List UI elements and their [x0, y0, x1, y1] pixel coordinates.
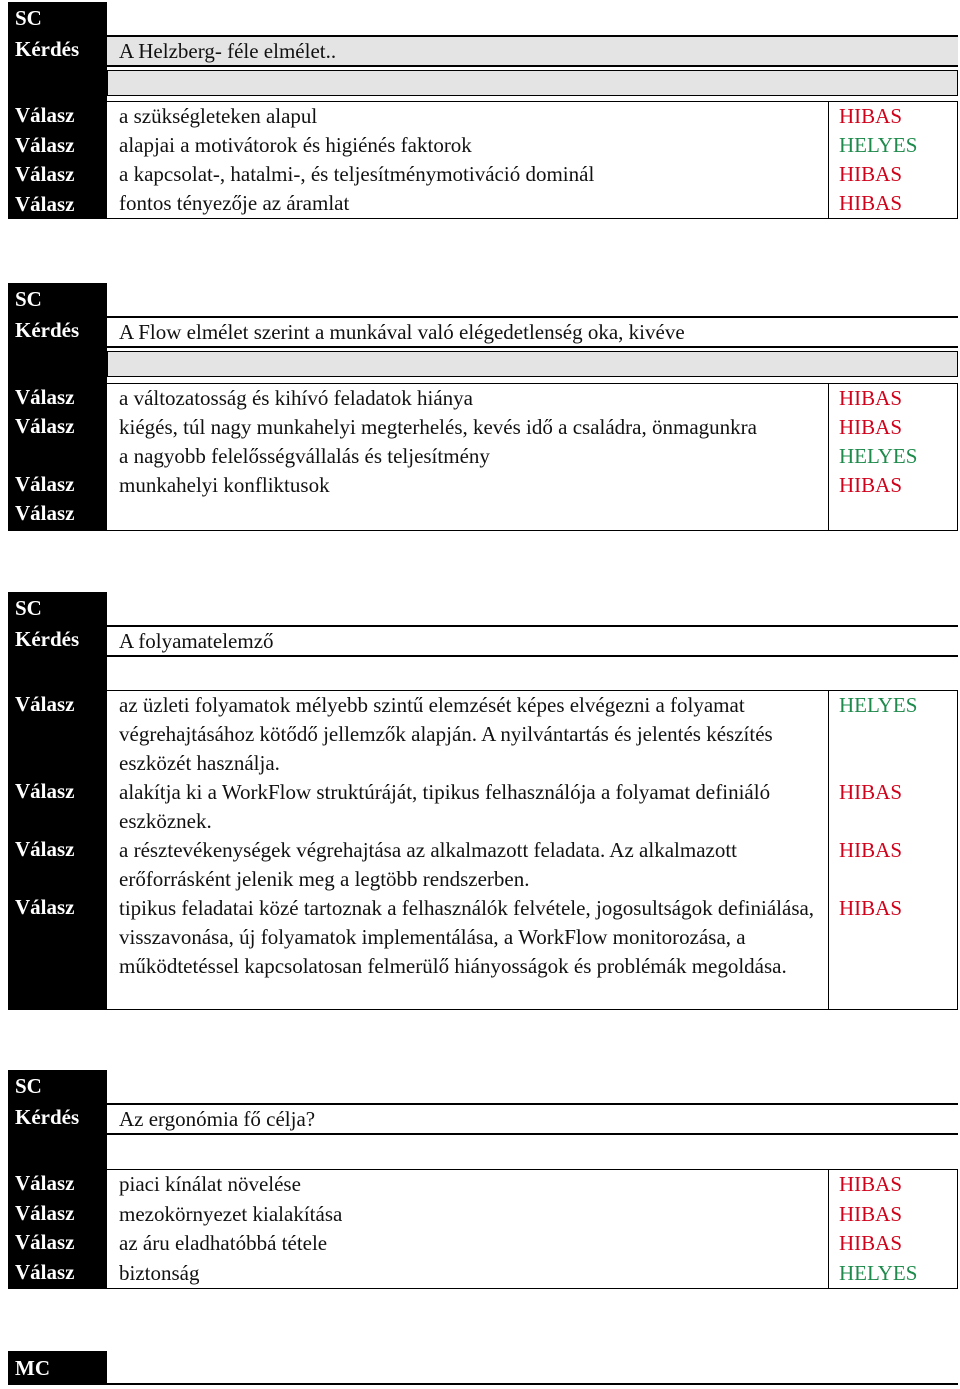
answer-status: HIBAS	[839, 473, 903, 497]
question-type-label: SC	[8, 283, 107, 316]
answer-row	[107, 160, 957, 189]
question-label: Kérdés	[8, 1103, 107, 1135]
answer-label: Válasz	[15, 385, 75, 409]
answer-text: mezokörnyezet kialakítása	[119, 1201, 343, 1226]
answer-label: Válasz	[15, 1200, 75, 1225]
answer-label: Válasz	[15, 895, 75, 919]
answer-row	[107, 413, 957, 442]
answer-status: HIBAS	[839, 1201, 903, 1226]
answer-text: a résztevékenységek végrehajtása az alkalmazott feladata. Az alkalmazott erőforrásként jelenik meg a legtöbb rendszerben.	[119, 838, 738, 891]
question-label: Kérdés	[8, 35, 107, 67]
answer-status: HIBAS	[839, 838, 903, 862]
question-text: A folyamatelemző	[107, 625, 958, 657]
answer-label: Válasz	[15, 1171, 75, 1195]
answer-label: Válasz	[15, 779, 75, 803]
answer-row	[107, 442, 957, 471]
answer-row	[107, 1170, 957, 1200]
answer-list	[107, 383, 958, 531]
answer-row	[107, 1259, 957, 1289]
answer-status: HIBAS	[839, 896, 903, 920]
answer-row	[107, 131, 957, 160]
answer-status: HIBAS	[839, 191, 903, 215]
answer-text: kiégés, túl nagy munkahelyi megterhelés, kevés idő a családra, önmagunkra	[119, 415, 757, 439]
question-label: Kérdés	[8, 625, 107, 657]
answer-status: HELYES	[839, 133, 918, 157]
answer-label: Válasz	[15, 692, 75, 716]
answer-text: a kapcsolat-, hatalmi-, és teljesítménymotiváció dominál	[119, 162, 595, 186]
answer-label: Válasz	[15, 103, 75, 127]
answer-status: HIBAS	[839, 386, 903, 410]
answer-list	[107, 690, 958, 1010]
question-block-4	[8, 1070, 958, 1289]
answer-text: piaci kínálat növelése	[119, 1172, 301, 1196]
answer-status: HIBAS	[839, 162, 903, 186]
answer-status: HELYES	[839, 1260, 918, 1285]
answer-row	[107, 894, 957, 981]
answer-list	[107, 1169, 958, 1289]
answer-label: Válasz	[15, 837, 75, 861]
answer-labels	[8, 101, 107, 219]
answer-status: HIBAS	[839, 104, 903, 128]
answer-label: Válasz	[15, 1230, 75, 1254]
answer-text: a szükségleteken alapul	[119, 104, 318, 128]
answer-label: Válasz	[15, 132, 75, 157]
answer-row	[107, 189, 957, 218]
answer-labels	[8, 690, 107, 1010]
answer-text: alapjai a motivátorok és higiénés faktorok	[119, 133, 472, 157]
answer-row	[107, 836, 957, 894]
answer-text: biztonság	[119, 1260, 200, 1285]
question-text: Az ergonómia fő célja?	[107, 1103, 958, 1135]
answer-text: munkahelyi konfliktusok	[119, 473, 330, 497]
answer-text: tipikus feladatai közé tartoznak a felhasználók felvétele, jogosultságok definiálása, visszavonása, új folyamatok implementálása, a WorkFlow monitorozása, a működtetéssel kapcsolatosan felmerülő hiányosságok és problémák megoldása.	[119, 896, 815, 978]
answer-label: Válasz	[15, 1259, 75, 1284]
answer-list	[107, 101, 958, 219]
question-block-1	[8, 2, 958, 219]
answer-row	[107, 471, 957, 500]
answer-status: HIBAS	[839, 1231, 903, 1255]
question-type-label: SC	[8, 2, 107, 35]
answer-label: Válasz	[15, 501, 75, 525]
answer-status: HIBAS	[839, 1172, 903, 1196]
answer-row	[107, 1229, 957, 1259]
answer-text: fontos tényezője az áramlat	[119, 191, 350, 215]
answer-labels	[8, 383, 107, 531]
answer-text: az áru eladhatóbbá tétele	[119, 1231, 328, 1255]
separator-bar	[107, 70, 958, 96]
question-type-label: SC	[8, 1070, 107, 1103]
answer-status: HIBAS	[839, 780, 903, 804]
answer-text: alakítja ki a WorkFlow struktúráját, tipikus felhasználója a folyamat definiáló eszköznek.	[119, 780, 771, 833]
question-type-label: SC	[8, 592, 107, 625]
question-block-5	[8, 1351, 958, 1385]
question-type-label: MC	[8, 1351, 107, 1385]
answer-row	[107, 384, 957, 413]
answer-row	[107, 102, 957, 131]
answer-status: HELYES	[839, 444, 918, 468]
question-label: Kérdés	[8, 316, 107, 348]
answer-label: Válasz	[15, 162, 75, 186]
answer-label: Válasz	[15, 414, 75, 438]
answer-status: HELYES	[839, 693, 918, 717]
answer-label: Válasz	[15, 472, 75, 496]
answer-row	[107, 778, 957, 836]
question-block-3	[8, 592, 958, 1010]
answer-label: Válasz	[15, 191, 75, 216]
question-block-2	[8, 283, 958, 531]
answer-labels	[8, 1169, 107, 1289]
answer-text: az üzleti folyamatok mélyebb szintű elemzését képes elvégezni a folyamat végrehajtásához kötődő jellemzők alapján. A nyilvántartás és jelentés készítés eszközét használja.	[119, 693, 773, 775]
question-text: A Flow elmélet szerint a munkával való elégedetlenség oka, kivéve	[107, 316, 958, 348]
answer-text: a változatosság és kihívó feladatok hiánya	[119, 386, 473, 410]
question-text: A Helzberg- féle elmélet..	[107, 35, 958, 67]
answer-row	[107, 691, 957, 778]
answer-status: HIBAS	[839, 415, 903, 439]
separator-bar	[107, 351, 958, 377]
answer-text: a nagyobb felelősségvállalás és teljesítmény	[119, 444, 490, 468]
answer-row	[107, 1200, 957, 1230]
